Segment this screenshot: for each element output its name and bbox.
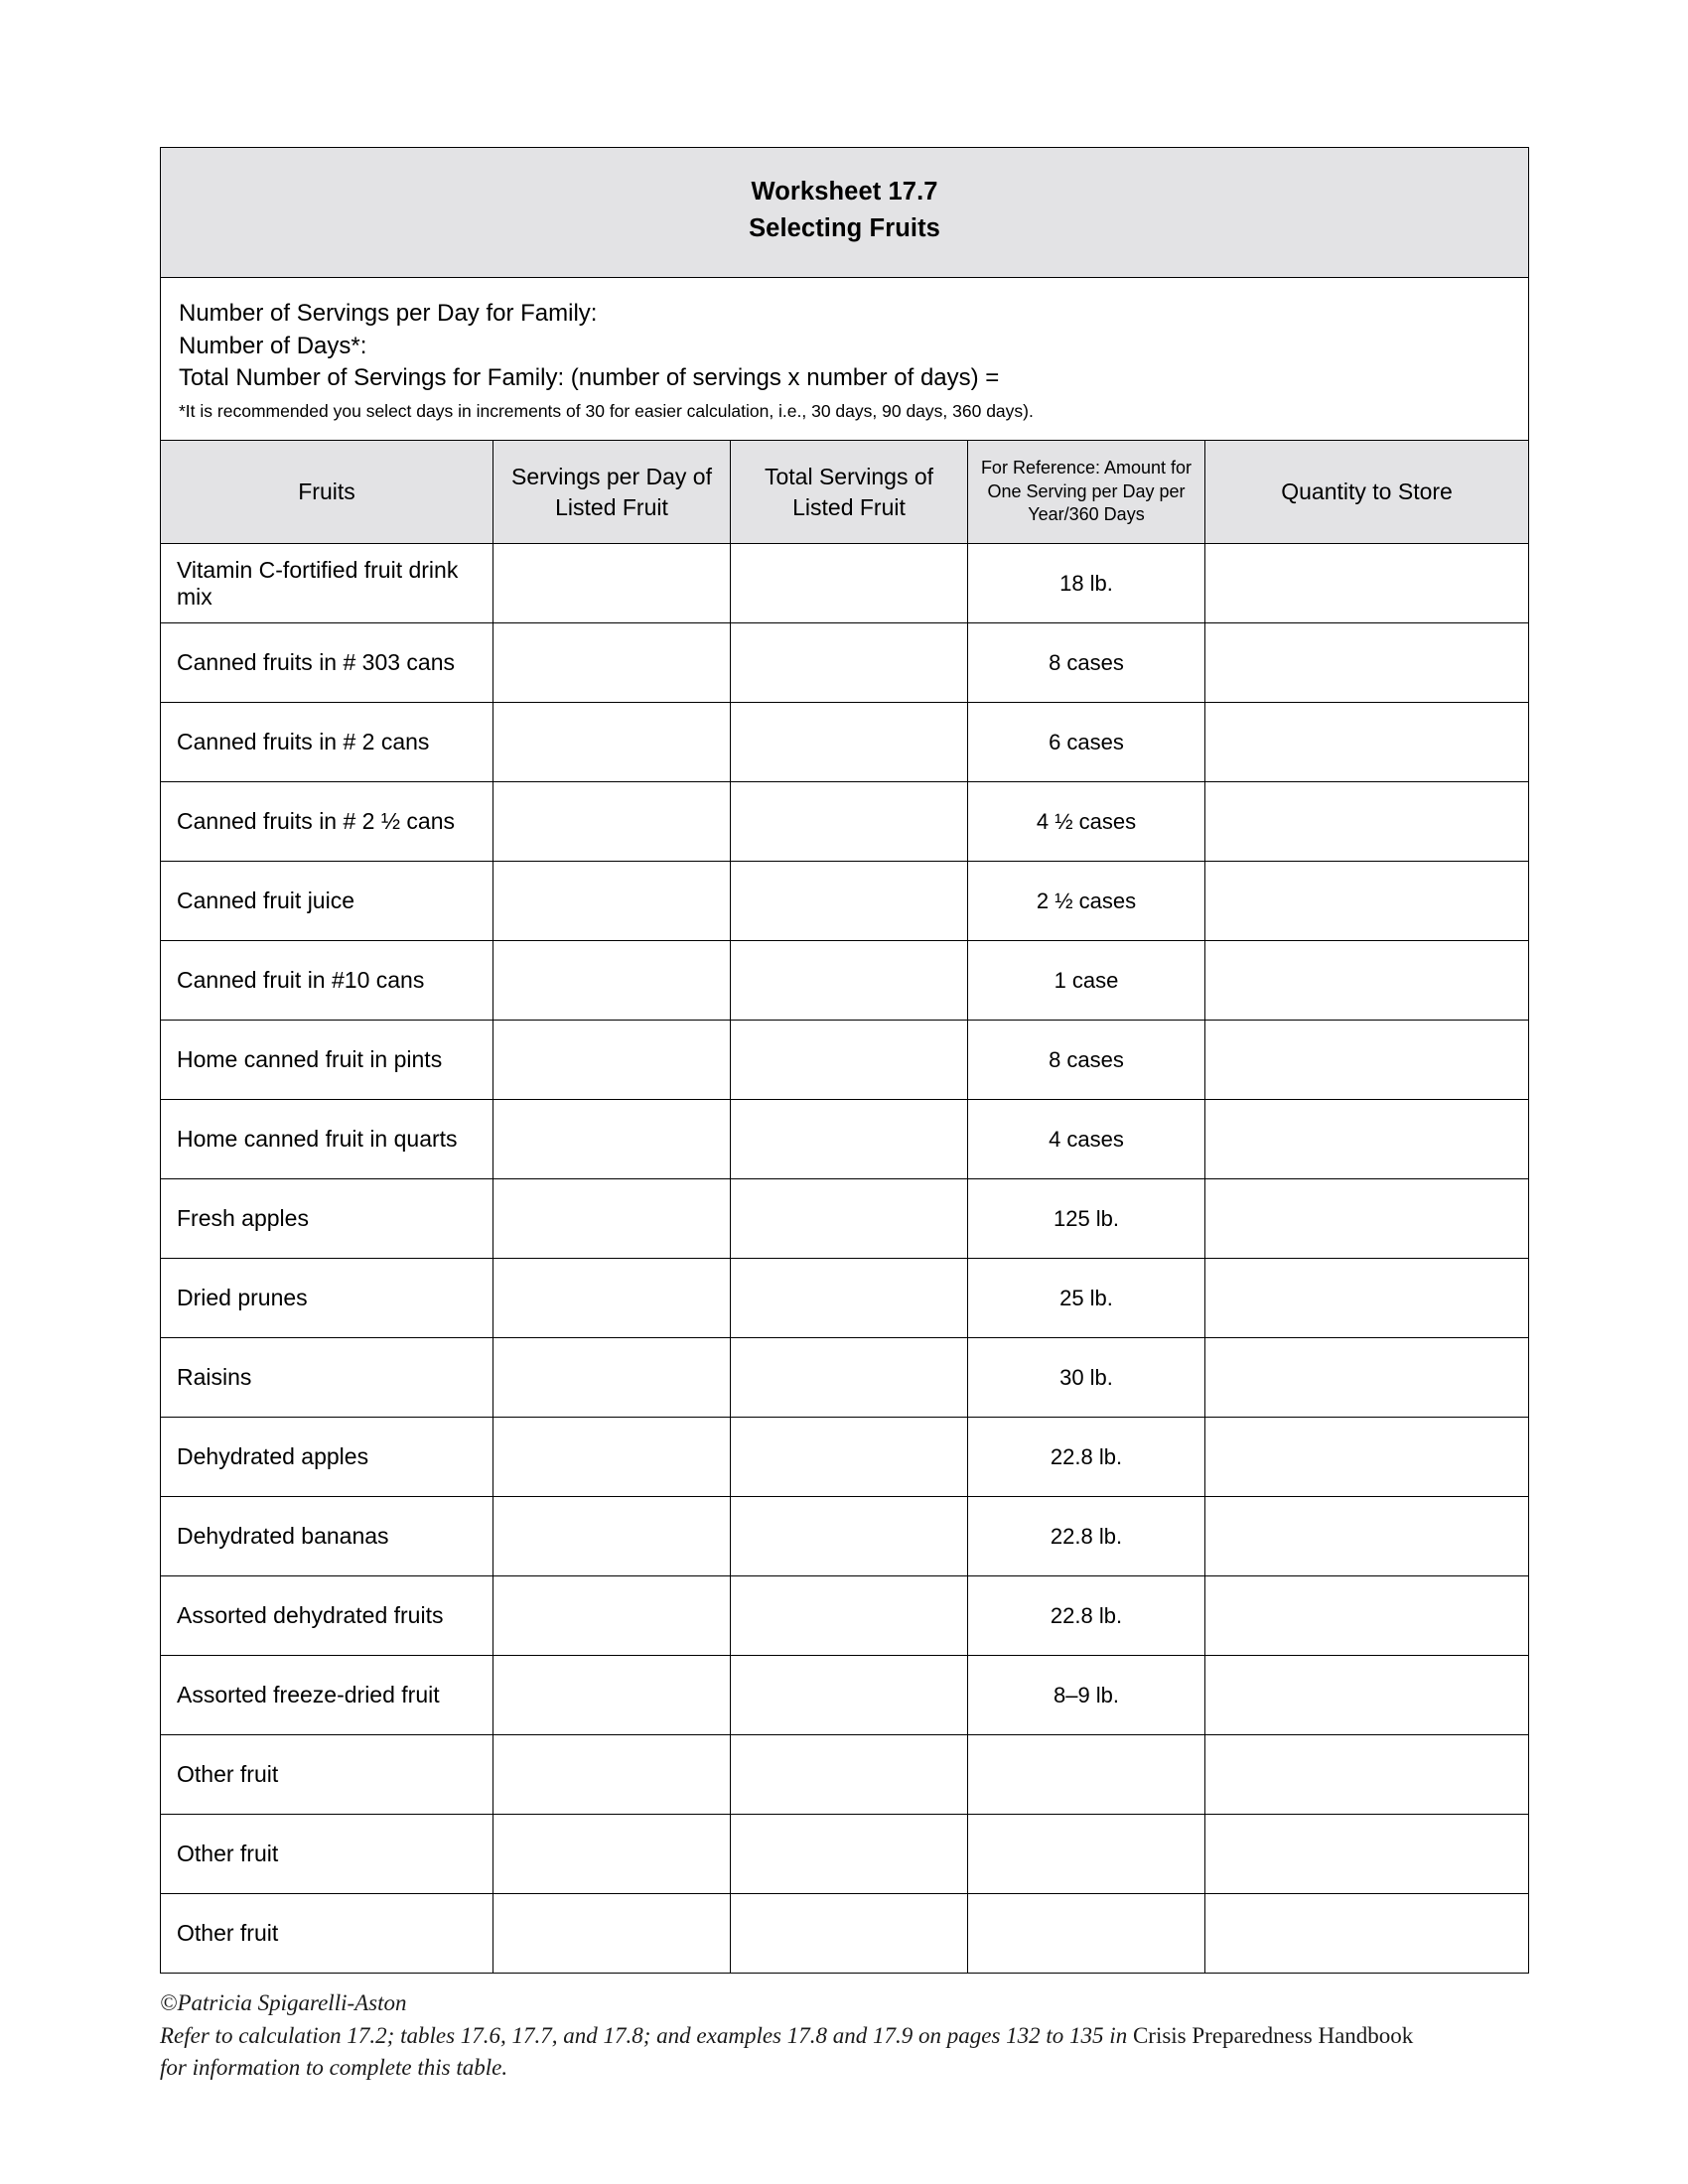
quantity-to-store-input-cell[interactable] xyxy=(1205,1338,1529,1418)
total-servings-input-cell[interactable] xyxy=(731,703,968,782)
number-of-days-label: Number of Days*: xyxy=(179,332,367,359)
reference-amount-cell: 30 lb. xyxy=(968,1338,1205,1418)
servings-per-day-input-cell[interactable] xyxy=(493,1735,731,1815)
table-row xyxy=(161,1418,1529,1497)
reference-amount-cell: 4 ½ cases xyxy=(968,782,1205,862)
reference-amount-cell: 8–9 lb. xyxy=(968,1656,1205,1735)
reference-amount-cell: 22.8 lb. xyxy=(968,1497,1205,1576)
reference-amount-cell: 22.8 lb. xyxy=(968,1576,1205,1656)
total-servings-input-cell[interactable] xyxy=(731,782,968,862)
servings-per-day-input-cell[interactable] xyxy=(493,1418,731,1497)
reference-note xyxy=(160,2020,1421,2085)
quantity-to-store-input-cell[interactable] xyxy=(1205,1418,1529,1497)
total-servings-input-cell[interactable] xyxy=(731,1179,968,1259)
table-row xyxy=(161,1338,1529,1418)
table-row xyxy=(161,1576,1529,1656)
table-row xyxy=(161,1259,1529,1338)
table-row xyxy=(161,623,1529,703)
servings-per-day-input-cell[interactable] xyxy=(493,1021,731,1100)
total-servings-input-cell[interactable] xyxy=(731,1497,968,1576)
fruit-name-cell: Assorted freeze-dried fruit xyxy=(161,1656,493,1735)
column-header-reference-line-2: One Serving per Day per xyxy=(987,480,1186,501)
fruit-name-cell: Canned fruit juice xyxy=(161,862,493,941)
table-row xyxy=(161,1894,1529,1974)
fruit-name-cell: Dried prunes xyxy=(161,1259,493,1338)
quantity-to-store-input-cell[interactable] xyxy=(1205,544,1529,623)
reference-amount-cell xyxy=(968,1735,1205,1815)
reference-amount-cell: 8 cases xyxy=(968,623,1205,703)
servings-per-day-input-cell[interactable] xyxy=(493,1100,731,1179)
quantity-to-store-input-cell[interactable] xyxy=(1205,1815,1529,1894)
servings-per-day-input-cell[interactable] xyxy=(493,703,731,782)
fruit-name-cell: Dehydrated apples xyxy=(161,1418,493,1497)
copyright-credit: ©Patricia Spigarelli-Aston xyxy=(160,1990,407,2016)
table-row xyxy=(161,1656,1529,1735)
quantity-to-store-input-cell[interactable] xyxy=(1205,782,1529,862)
total-servings-input-cell[interactable] xyxy=(731,1418,968,1497)
days-increment-footnote: *It is recommended you select days in increments of 30 for easier calculation, i.e., 30 days, 90 days, 360 days). xyxy=(179,400,1034,421)
table-header-row xyxy=(161,441,1529,544)
reference-amount-cell: 6 cases xyxy=(968,703,1205,782)
fruit-name-cell: Other fruit xyxy=(161,1815,493,1894)
reference-amount-cell xyxy=(968,1894,1205,1974)
servings-per-day-label: Number of Servings per Day for Family: xyxy=(179,299,598,327)
total-servings-input-cell[interactable] xyxy=(731,1576,968,1656)
column-header-total-servings-line-1: Total Servings of xyxy=(764,463,934,489)
fruit-name-cell: Raisins xyxy=(161,1338,493,1418)
table-row xyxy=(161,782,1529,862)
fruit-name-cell: Home canned fruit in pints xyxy=(161,1021,493,1100)
table-row xyxy=(161,1815,1529,1894)
total-servings-input-cell[interactable] xyxy=(731,862,968,941)
fruit-name-cell: Dehydrated bananas xyxy=(161,1497,493,1576)
table-row xyxy=(161,1100,1529,1179)
total-servings-input-cell[interactable] xyxy=(731,1259,968,1338)
table-row xyxy=(161,1179,1529,1259)
fruit-name-cell: Canned fruits in # 2 ½ cans xyxy=(161,782,493,862)
total-servings-input-cell[interactable] xyxy=(731,623,968,703)
servings-per-day-input-cell[interactable] xyxy=(493,1259,731,1338)
column-header-quantity-to-store xyxy=(1205,441,1529,544)
fruit-name-cell: Canned fruits in # 303 cans xyxy=(161,623,493,703)
total-servings-input-cell[interactable] xyxy=(731,1735,968,1815)
fruit-name-cell: Assorted dehydrated fruits xyxy=(161,1576,493,1656)
quantity-to-store-input-cell[interactable] xyxy=(1205,1656,1529,1735)
worksheet-title-cell xyxy=(161,148,1529,278)
worksheet-title-row xyxy=(161,148,1529,278)
servings-per-day-input-cell[interactable] xyxy=(493,1656,731,1735)
table-row xyxy=(161,1021,1529,1100)
total-servings-input-cell[interactable] xyxy=(731,1815,968,1894)
servings-per-day-input-cell[interactable] xyxy=(493,782,731,862)
servings-per-day-input-cell[interactable] xyxy=(493,862,731,941)
column-header-total-servings xyxy=(731,441,968,544)
reference-amount-cell: 25 lb. xyxy=(968,1259,1205,1338)
total-servings-input-cell[interactable] xyxy=(731,544,968,623)
servings-per-day-input-cell[interactable] xyxy=(493,941,731,1021)
table-row xyxy=(161,544,1529,623)
reference-amount-cell: 22.8 lb. xyxy=(968,1418,1205,1497)
quantity-to-store-input-cell[interactable] xyxy=(1205,1576,1529,1656)
fruit-name-cell: Vitamin C-fortified fruit drink mix xyxy=(161,544,493,623)
quantity-to-store-input-cell[interactable] xyxy=(1205,1497,1529,1576)
fruit-name-cell: Canned fruits in # 2 cans xyxy=(161,703,493,782)
quantity-to-store-input-cell[interactable] xyxy=(1205,862,1529,941)
quantity-to-store-input-cell[interactable] xyxy=(1205,1259,1529,1338)
reference-amount-cell xyxy=(968,1815,1205,1894)
column-header-total-servings-line-2: Listed Fruit xyxy=(792,493,906,520)
fruit-name-cell: Other fruit xyxy=(161,1735,493,1815)
total-servings-input-cell[interactable] xyxy=(731,1100,968,1179)
fruit-name-cell: Fresh apples xyxy=(161,1179,493,1259)
servings-per-day-input-cell[interactable] xyxy=(493,1497,731,1576)
reference-note-part-1: Refer to calculation 17.2; tables 17.6, 17.7, and 17.8; and examples 17.8 and 17.9 on pages 132 to 135 in xyxy=(160,2022,1133,2048)
reference-note-part-2: for information to complete this table. xyxy=(160,2055,508,2081)
column-header-reference-line-3: Year/360 Days xyxy=(1028,504,1145,525)
worksheet-intro-row xyxy=(161,277,1529,440)
fruit-name-cell: Home canned fruit in quarts xyxy=(161,1100,493,1179)
table-row xyxy=(161,1497,1529,1576)
worksheet-sheet xyxy=(160,147,1528,2085)
column-header-servings-per-day-line-1: Servings per Day of xyxy=(511,463,712,489)
column-header-reference-line-1: For Reference: Amount for xyxy=(980,457,1193,478)
column-header-fruits-line-1: Fruits xyxy=(298,478,355,505)
quantity-to-store-input-cell[interactable] xyxy=(1205,1021,1529,1100)
reference-amount-cell: 1 case xyxy=(968,941,1205,1021)
total-servings-input-cell[interactable] xyxy=(731,1894,968,1974)
table-row xyxy=(161,703,1529,782)
table-row xyxy=(161,1735,1529,1815)
total-servings-input-cell[interactable] xyxy=(731,941,968,1021)
column-header-quantity-to-store-line-1: Quantity to Store xyxy=(1281,478,1453,505)
table-row xyxy=(161,941,1529,1021)
worksheet-table xyxy=(160,147,1529,1974)
worksheet-title-name: Selecting Fruits xyxy=(749,213,940,242)
reference-amount-cell: 125 lb. xyxy=(968,1179,1205,1259)
servings-per-day-input-cell[interactable] xyxy=(493,1815,731,1894)
book-title: Crisis Preparedness Handbook xyxy=(1132,2022,1414,2048)
servings-per-day-input-cell[interactable] xyxy=(493,1179,731,1259)
servings-per-day-input-cell[interactable] xyxy=(493,1338,731,1418)
reference-amount-cell: 18 lb. xyxy=(968,544,1205,623)
quantity-to-store-input-cell[interactable] xyxy=(1205,1735,1529,1815)
total-servings-input-cell[interactable] xyxy=(731,1338,968,1418)
reference-amount-cell: 4 cases xyxy=(968,1100,1205,1179)
total-servings-label: Total Number of Servings for Family: (number of servings x number of days) = xyxy=(179,364,1000,392)
quantity-to-store-input-cell[interactable] xyxy=(1205,703,1529,782)
quantity-to-store-input-cell[interactable] xyxy=(1205,941,1529,1021)
servings-per-day-input-cell[interactable] xyxy=(493,544,731,623)
fruit-name-cell: Other fruit xyxy=(161,1894,493,1974)
fruit-name-cell: Canned fruit in #10 cans xyxy=(161,941,493,1021)
reference-amount-cell: 2 ½ cases xyxy=(968,862,1205,941)
total-servings-input-cell[interactable] xyxy=(731,1656,968,1735)
column-header-fruits xyxy=(161,441,493,544)
servings-per-day-input-cell[interactable] xyxy=(493,623,731,703)
reference-amount-cell: 8 cases xyxy=(968,1021,1205,1100)
total-servings-input-cell[interactable] xyxy=(731,1021,968,1100)
quantity-to-store-input-cell[interactable] xyxy=(1205,623,1529,703)
quantity-to-store-input-cell[interactable] xyxy=(1205,1100,1529,1179)
servings-per-day-input-cell[interactable] xyxy=(493,1576,731,1656)
column-header-reference xyxy=(968,441,1205,544)
column-header-servings-per-day-line-2: Listed Fruit xyxy=(555,493,668,520)
quantity-to-store-input-cell[interactable] xyxy=(1205,1894,1529,1974)
footer xyxy=(160,1987,1528,2085)
table-row xyxy=(161,862,1529,941)
column-header-servings-per-day xyxy=(493,441,731,544)
worksheet-title-number: Worksheet 17.7 xyxy=(751,178,938,205)
quantity-to-store-input-cell[interactable] xyxy=(1205,1179,1529,1259)
worksheet-intro-cell xyxy=(161,277,1529,440)
servings-per-day-input-cell[interactable] xyxy=(493,1894,731,1974)
